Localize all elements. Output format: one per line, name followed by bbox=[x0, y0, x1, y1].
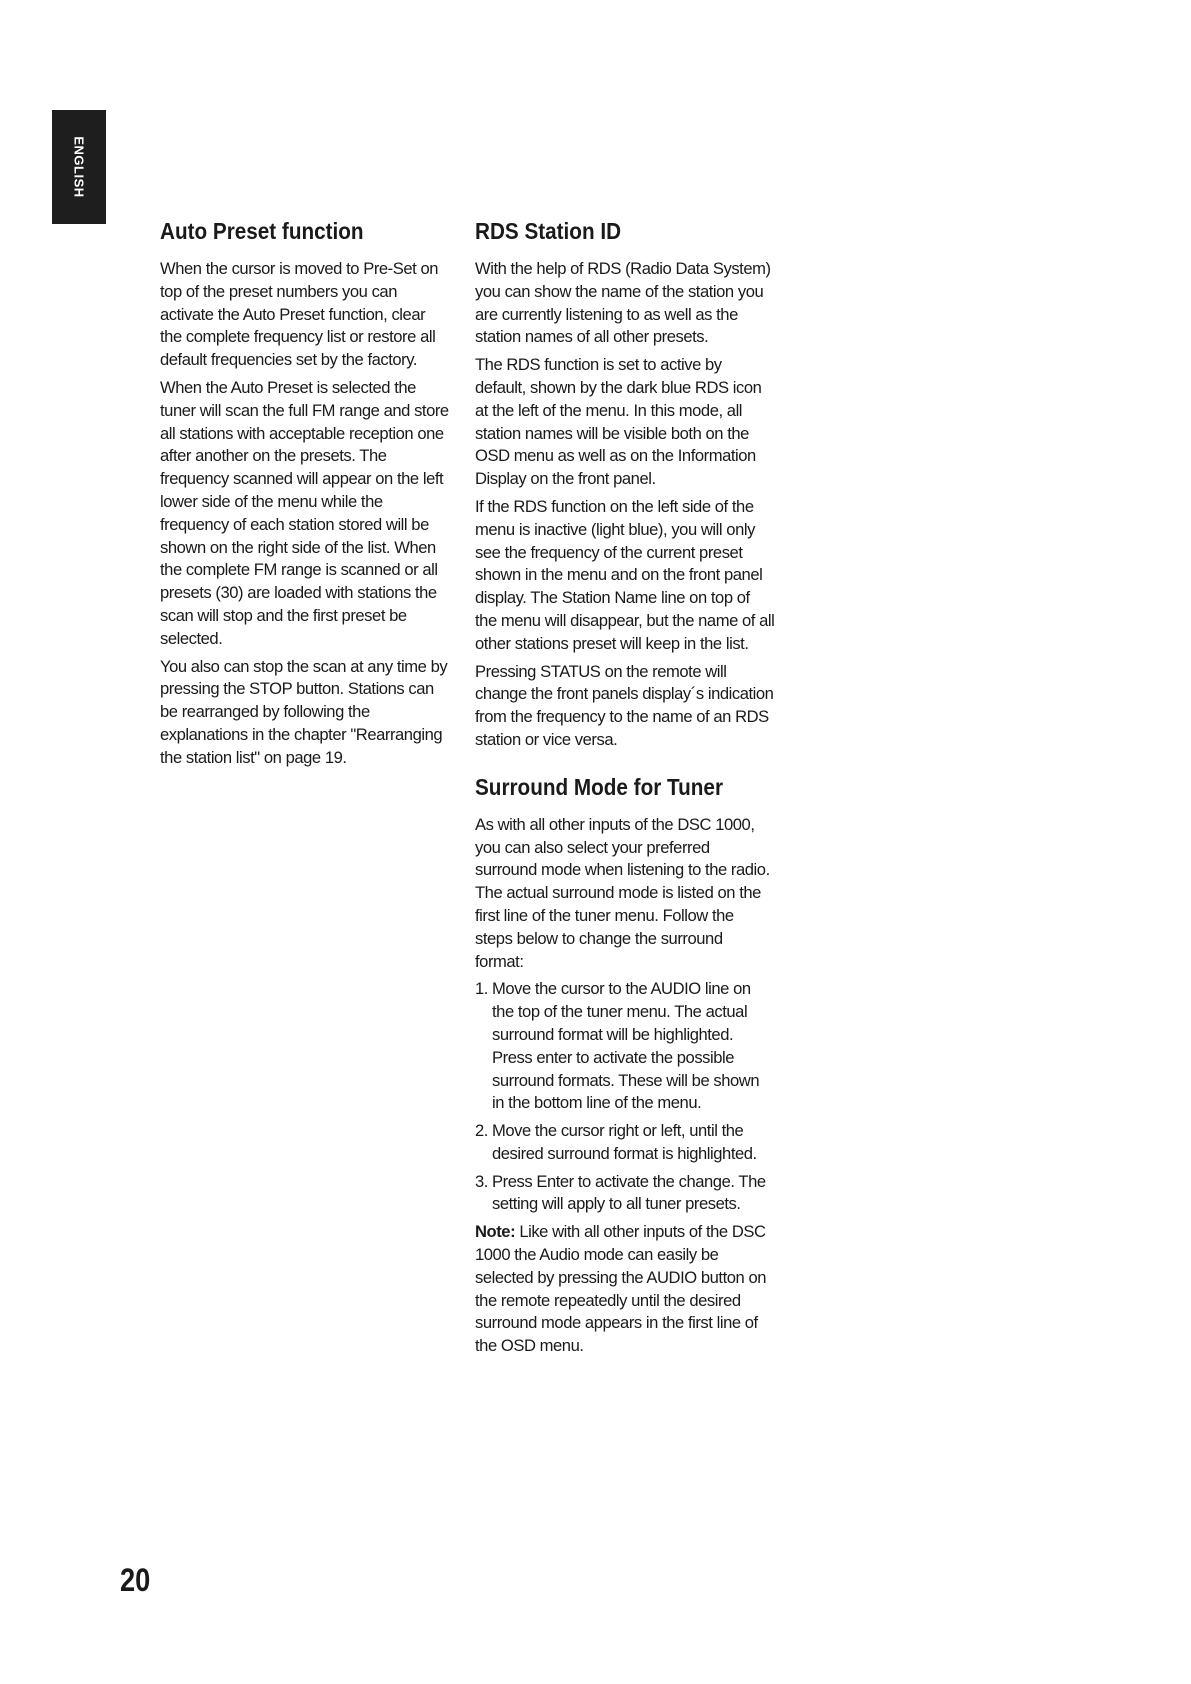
surround-steps-list bbox=[475, 978, 775, 1216]
step-number: 3. bbox=[475, 1171, 488, 1191]
rds-heading: RDS Station ID bbox=[475, 218, 622, 244]
step-text: Move the cursor to the AUDIO line on the top of the tuner menu. The actual surround format will be highlighted. Press enter to activate the possible surround formats. These will be shown in the bottom line of the menu. bbox=[492, 979, 760, 1113]
surround-intro: As with all other inputs of the DSC 1000, you can also select your preferred surround mode when listening to the radio. The actual surround mode is listed on the first line of the tuner menu. Follow the steps below to change the surround format: bbox=[475, 814, 770, 971]
rds-paragraph-4: Pressing STATUS on the remote will change the front panels display´s indication from the frequency to the name of an RDS station or vice versa. bbox=[475, 661, 774, 749]
step-number: 1. bbox=[475, 979, 488, 999]
rds-paragraph-2: The RDS function is set to active by default, shown by the dark blue RDS icon at the left of the menu. In this mode, all station names will be visible both on the OSD menu as well as on the Information Display on the front panel. bbox=[475, 355, 762, 489]
auto-preset-paragraph-2: When the Auto Preset is selected the tuner will scan the full FM range and store all stations with acceptable reception one after another on the presets. The frequency scanned will appear on the left lower side of the menu while the frequency of each station stored will be shown on the right side of the list. When the complete FM range is scanned or all presets (30) are loaded with stations the scan will stop and the first preset be selected. bbox=[160, 377, 449, 648]
rds-paragraph-1: With the help of RDS (Radio Data System) you can show the name of the station you are currently listening to as well as the station names of all other presets. bbox=[475, 259, 771, 347]
auto-preset-heading: Auto Preset function bbox=[160, 218, 364, 244]
right-column bbox=[475, 214, 775, 1363]
rds-paragraph-3: If the RDS function on the left side of the menu is inactive (light blue), you will only see the frequency of the current preset shown in the menu and on the front panel display. The Station Name line on top of the menu will disappear, but the name of all other stations preset will keep in the list. bbox=[475, 496, 775, 653]
note-label: Note: bbox=[475, 1222, 516, 1242]
language-tab-label: ENGLISH bbox=[71, 136, 87, 198]
surround-heading: Surround Mode for Tuner bbox=[475, 773, 724, 800]
surround-step-2 bbox=[475, 1120, 775, 1166]
surround-step-3 bbox=[475, 1171, 775, 1217]
surround-step-1 bbox=[475, 978, 775, 1115]
step-text: Move the cursor right or left, until the desired surround format is highlighted. bbox=[492, 1121, 757, 1163]
step-text: Press Enter to activate the change. The setting will apply to all tuner presets. bbox=[492, 1171, 766, 1214]
note-text: Like with all other inputs of the DSC 1000 the Audio mode can easily be selected by pressing the AUDIO button on the remote repeatedly until the desired surround mode appears in the first line of the OSD menu. bbox=[475, 1222, 767, 1356]
step-number: 2. bbox=[475, 1121, 488, 1141]
auto-preset-paragraph-3: You also can stop the scan at any time by pressing the STOP button. Stations can be rearranged by following the explanations in the chapter "Rearranging the station list" on page 19. bbox=[160, 656, 448, 767]
language-tab bbox=[52, 110, 106, 224]
auto-preset-paragraph-1: When the cursor is moved to Pre-Set on top of the preset numbers you can activate the Auto Preset function, clear the complete frequency list or restore all default frequencies set by the factory. bbox=[160, 259, 439, 370]
surround-note bbox=[475, 1221, 775, 1358]
left-column bbox=[160, 214, 450, 775]
page-number: 20 bbox=[120, 1562, 151, 1598]
